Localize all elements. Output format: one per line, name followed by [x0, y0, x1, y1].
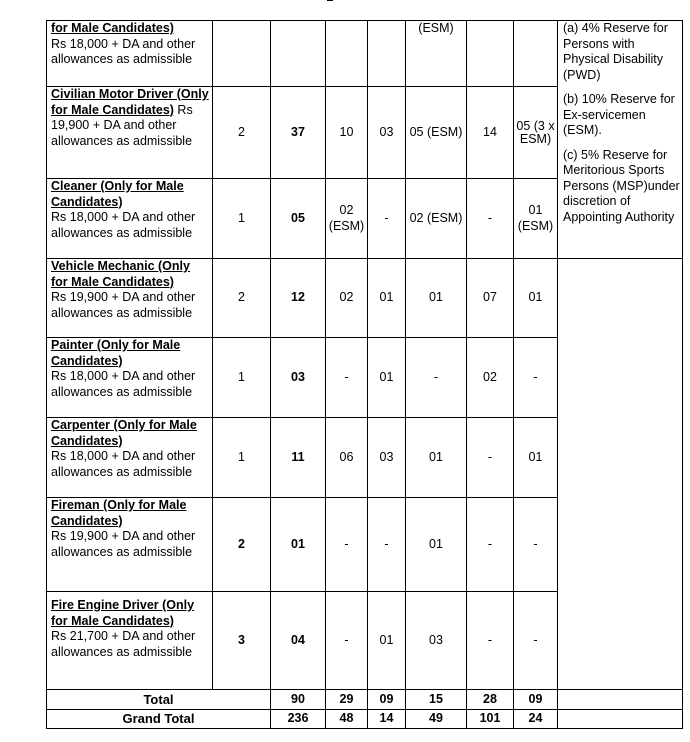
category-cell: 2 [213, 259, 271, 338]
obc-cell: - [467, 418, 514, 498]
category-cell [213, 21, 271, 87]
ews-cell: - [514, 338, 558, 418]
ews-cell: - [514, 498, 558, 592]
ur-cell [326, 21, 368, 87]
obc-cell: 14 [467, 87, 514, 179]
remark-pwd: (a) 4% Reserve for Persons with Physical Disability (PWD) [563, 21, 668, 82]
category-cell: 2 [213, 498, 271, 592]
total-cell: 04 [271, 592, 326, 690]
grand-total-value: 48 [326, 710, 368, 729]
st-cell: 01 [406, 498, 467, 592]
post-cell [47, 418, 213, 498]
grand-remarks-empty [558, 710, 683, 729]
st-cell: (ESM) [406, 21, 467, 87]
obc-cell: - [467, 179, 514, 259]
total-value: 09 [368, 690, 406, 710]
total-cell: 05 [271, 179, 326, 259]
total-value: 15 [406, 690, 467, 710]
st-cell: 01 [406, 418, 467, 498]
obc-cell: - [467, 498, 514, 592]
total-cell: 37 [271, 87, 326, 179]
sc-cell: - [368, 179, 406, 259]
grand-total-value: 236 [271, 710, 326, 729]
post-title: for Male Candidates) [51, 21, 174, 35]
ews-cell: 01 [514, 418, 558, 498]
post-title: Painter (Only for Male Candidates) [51, 338, 181, 368]
post-title: Carpenter (Only for Male Candidates) [51, 418, 197, 448]
ur-cell: - [326, 498, 368, 592]
st-cell: - [406, 338, 467, 418]
obc-cell: - [467, 592, 514, 690]
category-cell: 1 [213, 338, 271, 418]
category-cell: 1 [213, 179, 271, 259]
remark-msp: (c) 5% Reserve for Meritorious Sports Persons (MSP)under discretion of Appointing Authority [563, 147, 680, 224]
obc-cell [467, 21, 514, 87]
post-title: Cleaner (Only for Male Candidates) [51, 179, 184, 209]
post-cell [47, 259, 213, 338]
total-value: 29 [326, 690, 368, 710]
obc-cell: 07 [467, 259, 514, 338]
grand-total-label: Grand Total [47, 710, 271, 729]
ur-cell: 06 [326, 418, 368, 498]
st-cell: 03 [406, 592, 467, 690]
post-pay: Rs 18,000 + DA and other allowances as admissible [51, 210, 196, 240]
ews-cell: 01 [514, 259, 558, 338]
sc-cell: - [368, 498, 406, 592]
grand-total-value: 14 [368, 710, 406, 729]
post-cell [47, 338, 213, 418]
remarks-empty-cell [558, 259, 683, 690]
page-header-mark [327, 0, 333, 1]
post-title: Vehicle Mechanic (Only for Male Candidates) [51, 259, 190, 289]
post-title: Civilian Motor Driver (Only for Male Candidates) [51, 87, 209, 117]
post-pay: Rs 21,700 + DA and other allowances as admissible [51, 629, 196, 659]
grand-total-value: 24 [514, 710, 558, 729]
post-title: Fire Engine Driver (Only for Male Candidates) [51, 598, 195, 628]
total-remarks-empty [558, 690, 683, 710]
ur-cell: - [326, 338, 368, 418]
post-pay: Rs 19,900 + DA and other allowances as admissible [51, 290, 196, 320]
ews-cell: - [514, 592, 558, 690]
grand-total-value: 101 [467, 710, 514, 729]
total-value: 09 [514, 690, 558, 710]
vacancy-table [46, 20, 683, 729]
total-value: 90 [271, 690, 326, 710]
total-label: Total [47, 690, 271, 710]
category-cell: 3 [213, 592, 271, 690]
sc-cell: 03 [368, 87, 406, 179]
ews-cell: 05 (3 x ESM) [514, 87, 558, 179]
ur-cell: 10 [326, 87, 368, 179]
category-cell: 2 [213, 87, 271, 179]
total-cell: 12 [271, 259, 326, 338]
table-row [47, 21, 683, 87]
ews-cell [514, 21, 558, 87]
total-cell: 11 [271, 418, 326, 498]
remarks-cell [558, 21, 683, 259]
category-cell: 1 [213, 418, 271, 498]
table-row [47, 259, 683, 338]
grand-total-row [47, 710, 683, 729]
total-cell: 01 [271, 498, 326, 592]
post-pay: Rs 18,000 + DA and other allowances as admissible [51, 449, 196, 479]
st-cell: 01 [406, 259, 467, 338]
post-cell [47, 21, 213, 87]
ur-cell: - [326, 592, 368, 690]
ews-cell: 01 (ESM) [514, 179, 558, 259]
post-pay: Rs 18,000 + DA and other allowances as admissible [51, 36, 196, 66]
grand-total-value: 49 [406, 710, 467, 729]
total-cell: 03 [271, 338, 326, 418]
sc-cell: 01 [368, 592, 406, 690]
sc-cell [368, 21, 406, 87]
post-cell [47, 87, 213, 179]
post-pay: Rs 19,900 + DA and other allowances as admissible [51, 102, 193, 148]
post-title: Fireman (Only for Male Candidates) [51, 498, 187, 528]
st-cell: 05 (ESM) [406, 87, 467, 179]
sc-cell: 01 [368, 259, 406, 338]
sc-cell: 01 [368, 338, 406, 418]
remark-esm: (b) 10% Reserve for Ex-servicemen (ESM). [563, 92, 675, 137]
post-cell [47, 592, 213, 690]
total-cell [271, 21, 326, 87]
total-row [47, 690, 683, 710]
st-cell: 02 (ESM) [406, 179, 467, 259]
post-pay: Rs 18,000 + DA and other allowances as admissible [51, 369, 196, 399]
obc-cell: 02 [467, 338, 514, 418]
post-pay: Rs 19,900 + DA and other allowances as admissible [51, 529, 196, 559]
total-value: 28 [467, 690, 514, 710]
post-cell [47, 179, 213, 259]
post-cell [47, 498, 213, 592]
ur-cell: 02 [326, 259, 368, 338]
sc-cell: 03 [368, 418, 406, 498]
ur-cell: 02 (ESM) [326, 179, 368, 259]
